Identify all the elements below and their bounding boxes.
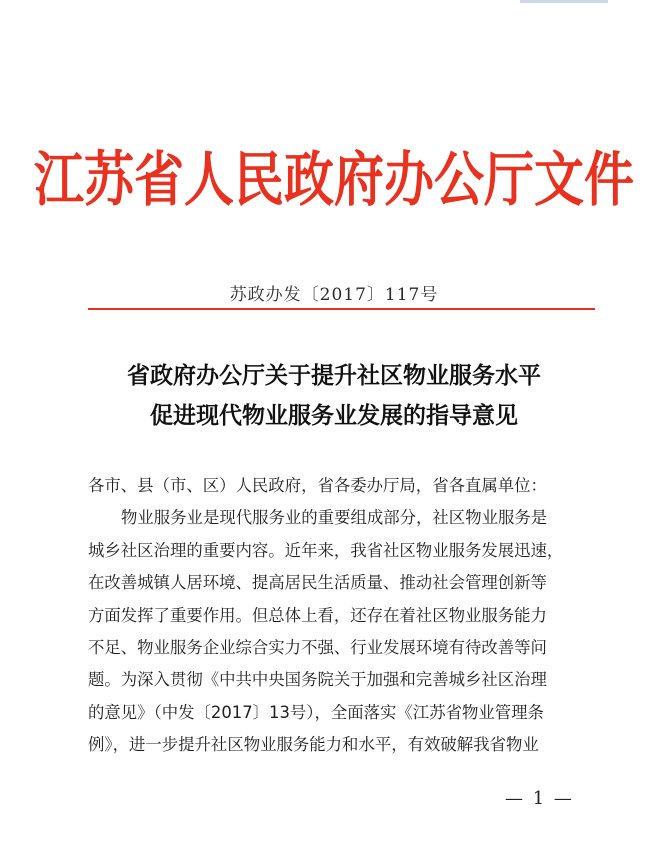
body-line: 题。为深入贯彻《中共中央国务院关于加强和完善城乡社区治理 [88,670,547,690]
body-line: 不足、物业服务企业综合实力不强、行业发展环境有待改善等问 [88,637,547,657]
body-line: 方面发挥了重要作用。但总体上看，还存在着社区物业服务能力 [88,605,547,625]
body-text [88,470,600,762]
document-title-line-2: 促进现代物业服务业发展的指导意见 [150,403,518,429]
issuer-header-title: 江苏省人民政府办公厅文件 [34,144,634,214]
body-line: 的意见》（中发〔2017〕13号），全面落实《江苏省物业管理条 [88,702,544,722]
red-divider-rule [88,308,595,310]
salutation-line: 各市、县（市、区）人民政府，省各委办厅局，省各直属单位： [88,476,547,495]
body-line: 在改善城镇人居环境、提高居民生活质量、推动社会管理创新等 [88,573,547,593]
body-line: 例》，进一步提升社区物业服务能力和水平，有效破解我省物业 [88,735,539,755]
scan-edge-mark [520,0,608,3]
body-line: 物业服务业是现代服务业的重要组成部分，社区物业服务是 [121,508,548,528]
document-title [0,356,668,436]
document-number: 苏政办发〔2017〕117号 [229,285,439,305]
page-number: — 1 — [505,788,574,809]
body-line: 城乡社区治理的重要内容。近年来，我省社区物业服务发展迅速， [88,540,564,560]
document-title-line-1: 省政府办公厅关于提升社区物业服务水平 [127,363,541,389]
